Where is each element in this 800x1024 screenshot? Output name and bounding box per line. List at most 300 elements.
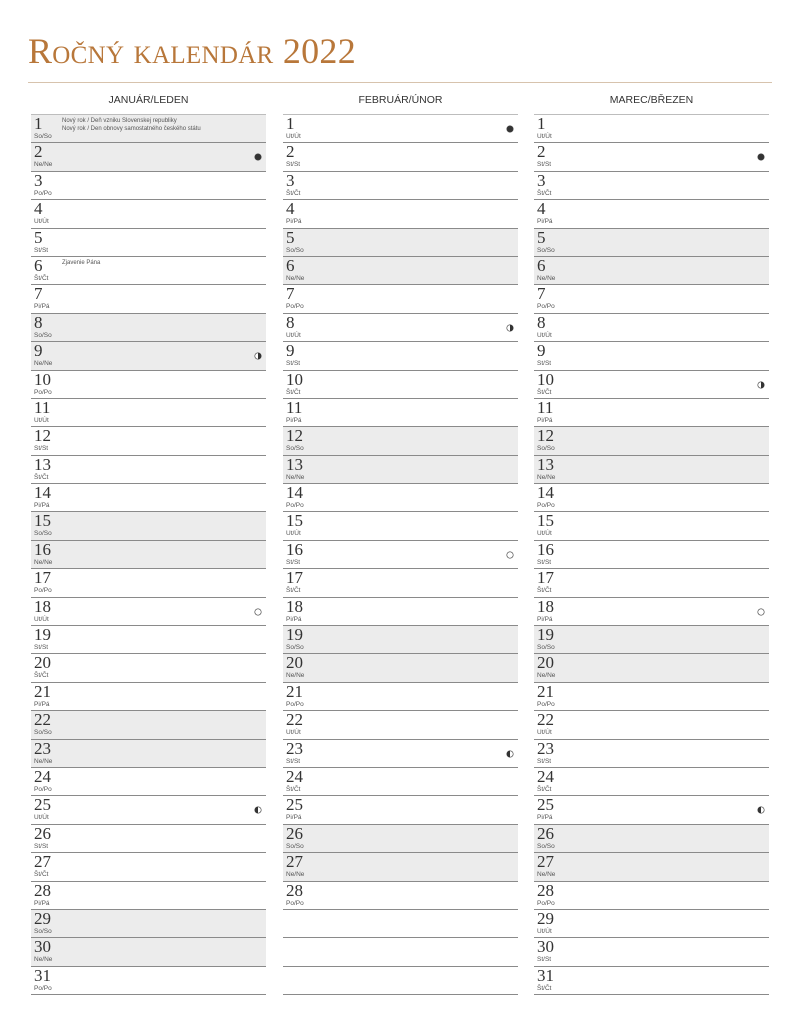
weekday-label: Ne/Ne (34, 558, 53, 566)
holiday-note-line: Nový rok / Deň vzniku Slovenskej republiky (62, 118, 177, 124)
first-quarter-moon-icon (506, 319, 514, 327)
weekday-label: St/St (34, 644, 49, 652)
day-number: 8 (34, 312, 43, 332)
day-row (283, 626, 518, 654)
weekday-label: Ne/Ne (34, 956, 53, 964)
weekday-label: Po/Po (286, 899, 304, 907)
empty-day-row (283, 910, 518, 938)
day-number: 19 (537, 625, 554, 645)
weekday-label: So/So (34, 927, 52, 935)
weekday-label: Pi/Pá (286, 218, 302, 226)
day-row (534, 938, 769, 966)
day-row (283, 740, 518, 768)
day-row (283, 314, 518, 342)
weekday-label: Št/Čt (537, 785, 552, 793)
day-row (534, 825, 769, 853)
first-quarter-moon-icon (757, 376, 765, 384)
day-number: 21 (537, 681, 554, 701)
day-number: 3 (34, 170, 43, 190)
full-moon-icon (757, 603, 765, 611)
weekday-label: St/St (34, 842, 49, 850)
weekday-label: Ut/Út (537, 927, 552, 935)
day-number: 14 (34, 483, 51, 503)
day-row (534, 229, 769, 257)
weekday-label: Št/Čt (537, 587, 552, 595)
new-moon-icon (506, 120, 514, 128)
day-row (534, 796, 769, 824)
day-number: 29 (537, 908, 554, 928)
day-number: 19 (286, 625, 303, 645)
weekday-label: St/St (537, 558, 552, 566)
weekday-label: St/St (286, 161, 301, 169)
weekday-label: Ut/Út (34, 416, 49, 424)
weekday-label: Št/Čt (286, 785, 301, 793)
day-number: 3 (537, 170, 546, 190)
last-quarter-moon-icon (506, 745, 514, 753)
day-number: 16 (537, 539, 554, 559)
weekday-label: So/So (286, 246, 304, 254)
weekday-label: Ut/Út (537, 133, 552, 140)
day-row (283, 427, 518, 455)
month-heading: MAREC/BŘEZEN (609, 94, 694, 106)
day-row (283, 768, 518, 796)
weekday-label: Po/Po (286, 700, 304, 708)
day-number: 4 (286, 199, 295, 219)
day-row (31, 683, 266, 711)
weekday-label: So/So (34, 331, 52, 339)
day-row (534, 626, 769, 654)
day-number: 6 (34, 255, 43, 275)
day-number: 21 (286, 681, 303, 701)
day-number: 6 (537, 255, 546, 275)
weekday-label: Št/Čt (537, 984, 552, 992)
day-row (283, 484, 518, 512)
weekday-label: Po/Po (34, 984, 52, 992)
day-row (31, 967, 266, 995)
day-row (31, 200, 266, 228)
day-number: 30 (537, 937, 554, 957)
day-row (283, 115, 518, 143)
day-number: 11 (34, 397, 51, 417)
month-heading: FEBRUÁR/ÚNOR (358, 94, 443, 106)
weekday-label: Ut/Út (286, 729, 301, 737)
day-number: 17 (286, 568, 303, 588)
weekday-label: Po/Po (34, 587, 52, 595)
weekday-label: Po/Po (286, 502, 304, 510)
day-row (31, 314, 266, 342)
day-row (534, 342, 769, 370)
weekday-label: Št/Čt (34, 871, 49, 879)
day-number: 5 (286, 227, 295, 247)
day-row (31, 342, 266, 370)
day-number: 31 (34, 965, 51, 985)
weekday-label: So/So (34, 530, 52, 538)
day-row (283, 683, 518, 711)
day-number: 26 (34, 823, 51, 843)
weekday-label: So/So (34, 133, 52, 140)
day-number: 28 (537, 880, 554, 900)
day-number: 14 (537, 483, 554, 503)
day-number: 9 (34, 341, 43, 361)
weekday-label: Št/Čt (34, 672, 49, 680)
day-number: 26 (537, 823, 554, 843)
day-row (534, 967, 769, 995)
day-row (534, 683, 769, 711)
weekday-label: So/So (286, 842, 304, 850)
empty-day-row (283, 938, 518, 966)
day-row (31, 371, 266, 399)
day-number: 1 (286, 114, 295, 133)
day-row (534, 654, 769, 682)
day-row (283, 342, 518, 370)
day-number: 22 (286, 710, 303, 730)
weekday-label: Ut/Út (537, 331, 552, 339)
weekday-label: Ut/Út (286, 331, 301, 339)
weekday-label: Št/Čt (537, 189, 552, 197)
weekday-label: Ne/Ne (537, 274, 556, 282)
weekday-label: Po/Po (34, 388, 52, 396)
day-number: 17 (537, 568, 554, 588)
day-number: 26 (286, 823, 303, 843)
weekday-label: Pi/Pá (34, 502, 50, 510)
day-number: 10 (537, 369, 554, 389)
weekday-label: So/So (537, 644, 555, 652)
day-number: 18 (286, 596, 303, 616)
day-row (31, 598, 266, 626)
day-number: 13 (34, 454, 51, 474)
day-list (283, 114, 518, 995)
day-row (283, 172, 518, 200)
day-number: 20 (537, 653, 554, 673)
day-number: 1 (34, 114, 43, 133)
day-number: 20 (286, 653, 303, 673)
day-number: 2 (286, 142, 295, 162)
weekday-label: Ne/Ne (286, 274, 305, 282)
day-row (31, 825, 266, 853)
day-number: 18 (34, 596, 51, 616)
page-title: Ročný kalendár 2022 (28, 31, 357, 71)
day-row (31, 853, 266, 881)
day-row (283, 882, 518, 910)
day-number: 9 (286, 341, 295, 361)
day-row (283, 711, 518, 739)
day-row (31, 285, 266, 313)
day-number: 13 (286, 454, 303, 474)
day-number: 7 (34, 284, 43, 304)
day-number: 25 (34, 795, 51, 815)
day-row (31, 711, 266, 739)
day-row (534, 143, 769, 171)
day-number: 29 (34, 908, 51, 928)
weekday-label: St/St (286, 558, 301, 566)
day-row (283, 569, 518, 597)
day-row (283, 285, 518, 313)
day-number: 4 (34, 199, 43, 219)
weekday-label: Pi/Pá (537, 416, 553, 424)
day-number: 2 (34, 142, 43, 162)
day-row (31, 654, 266, 682)
day-number: 4 (537, 199, 546, 219)
day-number: 1 (537, 114, 546, 133)
weekday-label: Ne/Ne (286, 473, 305, 481)
day-row (534, 768, 769, 796)
day-number: 3 (286, 170, 295, 190)
day-row (31, 229, 266, 257)
day-number: 12 (286, 426, 303, 446)
day-row (534, 427, 769, 455)
new-moon-icon (757, 148, 765, 156)
day-number: 15 (537, 511, 554, 531)
weekday-label: So/So (286, 644, 304, 652)
day-row (534, 512, 769, 540)
day-row (31, 569, 266, 597)
day-row (31, 143, 266, 171)
day-row (31, 541, 266, 569)
day-row (31, 484, 266, 512)
weekday-label: St/St (286, 360, 301, 368)
weekday-label: Št/Čt (34, 473, 49, 481)
weekday-label: Št/Čt (286, 388, 301, 396)
weekday-label: St/St (537, 757, 552, 765)
weekday-label: Št/Čt (286, 189, 301, 197)
day-row (283, 456, 518, 484)
weekday-label: Ut/Út (34, 814, 49, 822)
weekday-label: Ne/Ne (34, 161, 53, 169)
day-row (31, 115, 266, 143)
day-row (31, 740, 266, 768)
weekday-label: Pi/Pá (537, 218, 553, 226)
day-number: 31 (537, 965, 554, 985)
month-column-february (283, 94, 518, 995)
day-number: 22 (34, 710, 51, 730)
day-row (31, 626, 266, 654)
day-row (534, 569, 769, 597)
day-number: 12 (537, 426, 554, 446)
month-heading: JANUÁR/LEDEN (108, 94, 189, 106)
day-number: 16 (34, 539, 51, 559)
day-row (31, 938, 266, 966)
empty-day-row (283, 967, 518, 995)
weekday-label: St/St (286, 757, 301, 765)
weekday-label: Po/Po (537, 303, 555, 311)
day-row (283, 399, 518, 427)
day-row (534, 541, 769, 569)
new-moon-icon (254, 148, 262, 156)
full-moon-icon (506, 546, 514, 554)
weekday-label: Ut/Út (286, 133, 301, 140)
day-number: 28 (286, 880, 303, 900)
weekday-label: Št/Čt (34, 274, 49, 282)
day-row (534, 371, 769, 399)
day-row (31, 796, 266, 824)
day-row (31, 512, 266, 540)
weekday-label: Pi/Pá (537, 615, 553, 623)
day-row (31, 257, 266, 285)
weekday-label: Po/Po (537, 899, 555, 907)
weekday-label: So/So (537, 445, 555, 453)
day-row (534, 598, 769, 626)
weekday-label: Po/Po (537, 502, 555, 510)
day-number: 5 (537, 227, 546, 247)
day-row (534, 882, 769, 910)
day-list (31, 114, 266, 995)
day-number: 27 (34, 852, 51, 872)
day-number: 23 (537, 738, 554, 758)
month-column-march (534, 94, 769, 995)
day-row (534, 853, 769, 881)
day-row (283, 143, 518, 171)
holiday-note-line: Zjavenie Pána (62, 259, 101, 266)
day-row (283, 598, 518, 626)
day-row (283, 825, 518, 853)
holiday-note (62, 259, 100, 267)
weekday-label: So/So (286, 445, 304, 453)
day-number: 27 (537, 852, 554, 872)
day-number: 19 (34, 625, 51, 645)
day-number: 27 (286, 852, 303, 872)
day-row (534, 456, 769, 484)
day-row (534, 285, 769, 313)
weekday-label: Ne/Ne (286, 672, 305, 680)
weekday-label: St/St (34, 445, 49, 453)
day-number: 6 (286, 255, 295, 275)
day-row (534, 711, 769, 739)
weekday-label: Ne/Ne (537, 473, 556, 481)
day-row (534, 910, 769, 938)
weekday-label: Ut/Út (537, 729, 552, 737)
day-number: 25 (286, 795, 303, 815)
day-number: 13 (537, 454, 554, 474)
day-row (283, 200, 518, 228)
day-number: 9 (537, 341, 546, 361)
month-column-january (31, 94, 266, 995)
first-quarter-moon-icon (254, 347, 262, 355)
weekday-label: Pi/Pá (34, 899, 50, 907)
weekday-label: Pi/Pá (34, 700, 50, 708)
day-number: 11 (286, 397, 303, 417)
weekday-label: So/So (537, 246, 555, 254)
last-quarter-moon-icon (254, 801, 262, 809)
weekday-label: Ne/Ne (537, 672, 556, 680)
day-row (283, 796, 518, 824)
day-number: 15 (34, 511, 51, 531)
holiday-note-line: Nový rok / Den obnovy samostatného českého státu (62, 126, 201, 132)
day-row (534, 257, 769, 285)
day-number: 20 (34, 653, 51, 673)
weekday-label: So/So (34, 729, 52, 737)
day-number: 10 (34, 369, 51, 389)
holiday-note (62, 117, 201, 133)
day-number: 7 (286, 284, 295, 304)
weekday-label: Ut/Út (34, 615, 49, 623)
weekday-label: St/St (537, 360, 552, 368)
weekday-label: Ne/Ne (34, 360, 53, 368)
day-number: 5 (34, 227, 43, 247)
weekday-label: Št/Čt (286, 587, 301, 595)
day-row (283, 371, 518, 399)
day-number: 10 (286, 369, 303, 389)
day-number: 16 (286, 539, 303, 559)
day-number: 24 (34, 766, 51, 786)
day-row (31, 768, 266, 796)
day-list (534, 114, 769, 995)
day-row (31, 172, 266, 200)
day-number: 21 (34, 681, 51, 701)
day-row (31, 427, 266, 455)
day-number: 11 (537, 397, 554, 417)
day-number: 28 (34, 880, 51, 900)
day-number: 24 (537, 766, 554, 786)
last-quarter-moon-icon (757, 801, 765, 809)
day-number: 23 (34, 738, 51, 758)
weekday-label: Po/Po (537, 700, 555, 708)
day-number: 8 (286, 312, 295, 332)
weekday-label: Po/Po (286, 303, 304, 311)
weekday-label: Pi/Pá (537, 814, 553, 822)
day-number: 24 (286, 766, 303, 786)
day-row (31, 882, 266, 910)
day-row (534, 172, 769, 200)
day-row (534, 484, 769, 512)
day-number: 22 (537, 710, 554, 730)
day-number: 25 (537, 795, 554, 815)
day-row (534, 314, 769, 342)
weekday-label: Ne/Ne (34, 757, 53, 765)
day-number: 17 (34, 568, 51, 588)
weekday-label: Ne/Ne (286, 871, 305, 879)
weekday-label: St/St (34, 246, 49, 254)
day-number: 18 (537, 596, 554, 616)
day-row (534, 115, 769, 143)
day-row (283, 541, 518, 569)
weekday-label: St/St (537, 161, 552, 169)
day-row (283, 654, 518, 682)
day-row (283, 512, 518, 540)
day-number: 8 (537, 312, 546, 332)
weekday-label: Pi/Pá (34, 303, 50, 311)
title-divider (28, 82, 772, 83)
day-number: 23 (286, 738, 303, 758)
day-row (31, 910, 266, 938)
day-number: 15 (286, 511, 303, 531)
weekday-label: Ut/Út (537, 530, 552, 538)
weekday-label: Pi/Pá (286, 814, 302, 822)
weekday-label: St/St (537, 956, 552, 964)
day-number: 7 (537, 284, 546, 304)
weekday-label: Po/Po (34, 785, 52, 793)
weekday-label: Pi/Pá (286, 416, 302, 424)
day-number: 12 (34, 426, 51, 446)
day-number: 30 (34, 937, 51, 957)
day-row (534, 399, 769, 427)
full-moon-icon (254, 603, 262, 611)
weekday-label: Ut/Út (34, 218, 49, 226)
weekday-label: Ne/Ne (537, 871, 556, 879)
day-row (283, 853, 518, 881)
weekday-label: So/So (537, 842, 555, 850)
weekday-label: Po/Po (34, 189, 52, 197)
weekday-label: Ut/Út (286, 530, 301, 538)
day-row (31, 456, 266, 484)
day-row (31, 399, 266, 427)
day-number: 2 (537, 142, 546, 162)
weekday-label: Pi/Pá (286, 615, 302, 623)
day-row (283, 229, 518, 257)
weekday-label: Št/Čt (537, 388, 552, 396)
day-row (534, 740, 769, 768)
day-row (283, 257, 518, 285)
day-number: 14 (286, 483, 303, 503)
